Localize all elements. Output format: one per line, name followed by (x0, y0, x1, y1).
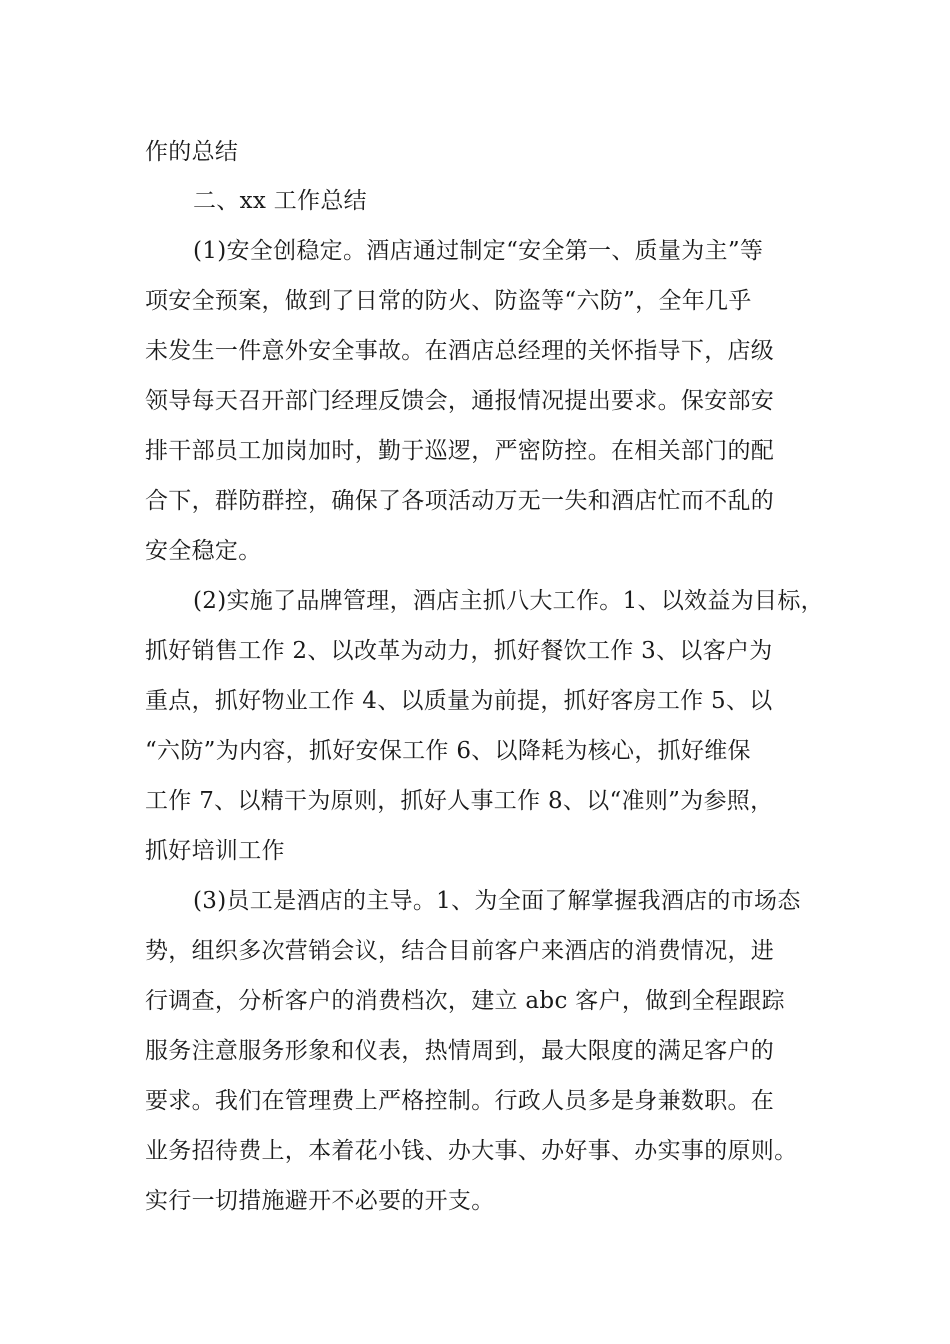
text-line: 合下，群防群控，确保了各项活动万无一失和酒店忙而不乱的 (145, 488, 775, 514)
text-line: 业务招待费上，本着花小钱、办大事、办好事、办实事的原则。 (145, 1138, 798, 1164)
text-line: 安全稳定。 (145, 538, 262, 564)
text-line: 行调查，分析客户的消费档次，建立 abc 客户，做到全程跟踪 (145, 988, 785, 1014)
text-line: (3)员工是酒店的主导。1、为全面了解掌握我酒店的市场态 (193, 888, 801, 914)
text-line: 抓好销售工作 2、以改革为动力，抓好餐饮工作 3、以客户为 (145, 638, 773, 664)
text-line: 要求。我们在管理费上严格控制。行政人员多是身兼数职。在 (145, 1088, 775, 1114)
text-line: 抓好培训工作 (145, 838, 285, 864)
text-line: (2)实施了品牌管理，酒店主抓八大工作。1、以效益为目标， (193, 588, 824, 614)
text-line: 未发生一件意外安全事故。在酒店总经理的关怀指导下，店级 (145, 338, 775, 364)
text-line: 实行一切措施避开不必要的开支。 (145, 1188, 495, 1214)
text-line: 工作 7、以精干为原则，抓好人事工作 8、以“准则”为参照， (145, 788, 774, 814)
text-line: 项安全预案，做到了日常的防火、防盗等“六防”，全年几乎 (145, 288, 752, 314)
text-line: (1)安全创稳定。酒店通过制定“安全第一、质量为主”等 (193, 238, 764, 264)
text-line: 服务注意服务形象和仪表，热情周到，最大限度的满足客户的 (145, 1038, 775, 1064)
text-line: 排干部员工加岗加时，勤于巡逻，严密防控。在相关部门的配 (145, 438, 775, 464)
text-line: 领导每天召开部门经理反馈会，通报情况提出要求。保安部安 (145, 388, 775, 414)
text-line: 重点，抓好物业工作 4、以质量为前提，抓好客房工作 5、以 (145, 688, 773, 714)
text-line: 势，组织多次营销会议，结合目前客户来酒店的消费情况，进 (145, 938, 775, 964)
section-heading: 二、xx 工作总结 (193, 188, 367, 214)
text-line: 作的总结 (145, 139, 239, 165)
text-line: “六防”为内容，抓好安保工作 6、以降耗为核心，抓好维保 (145, 738, 751, 764)
